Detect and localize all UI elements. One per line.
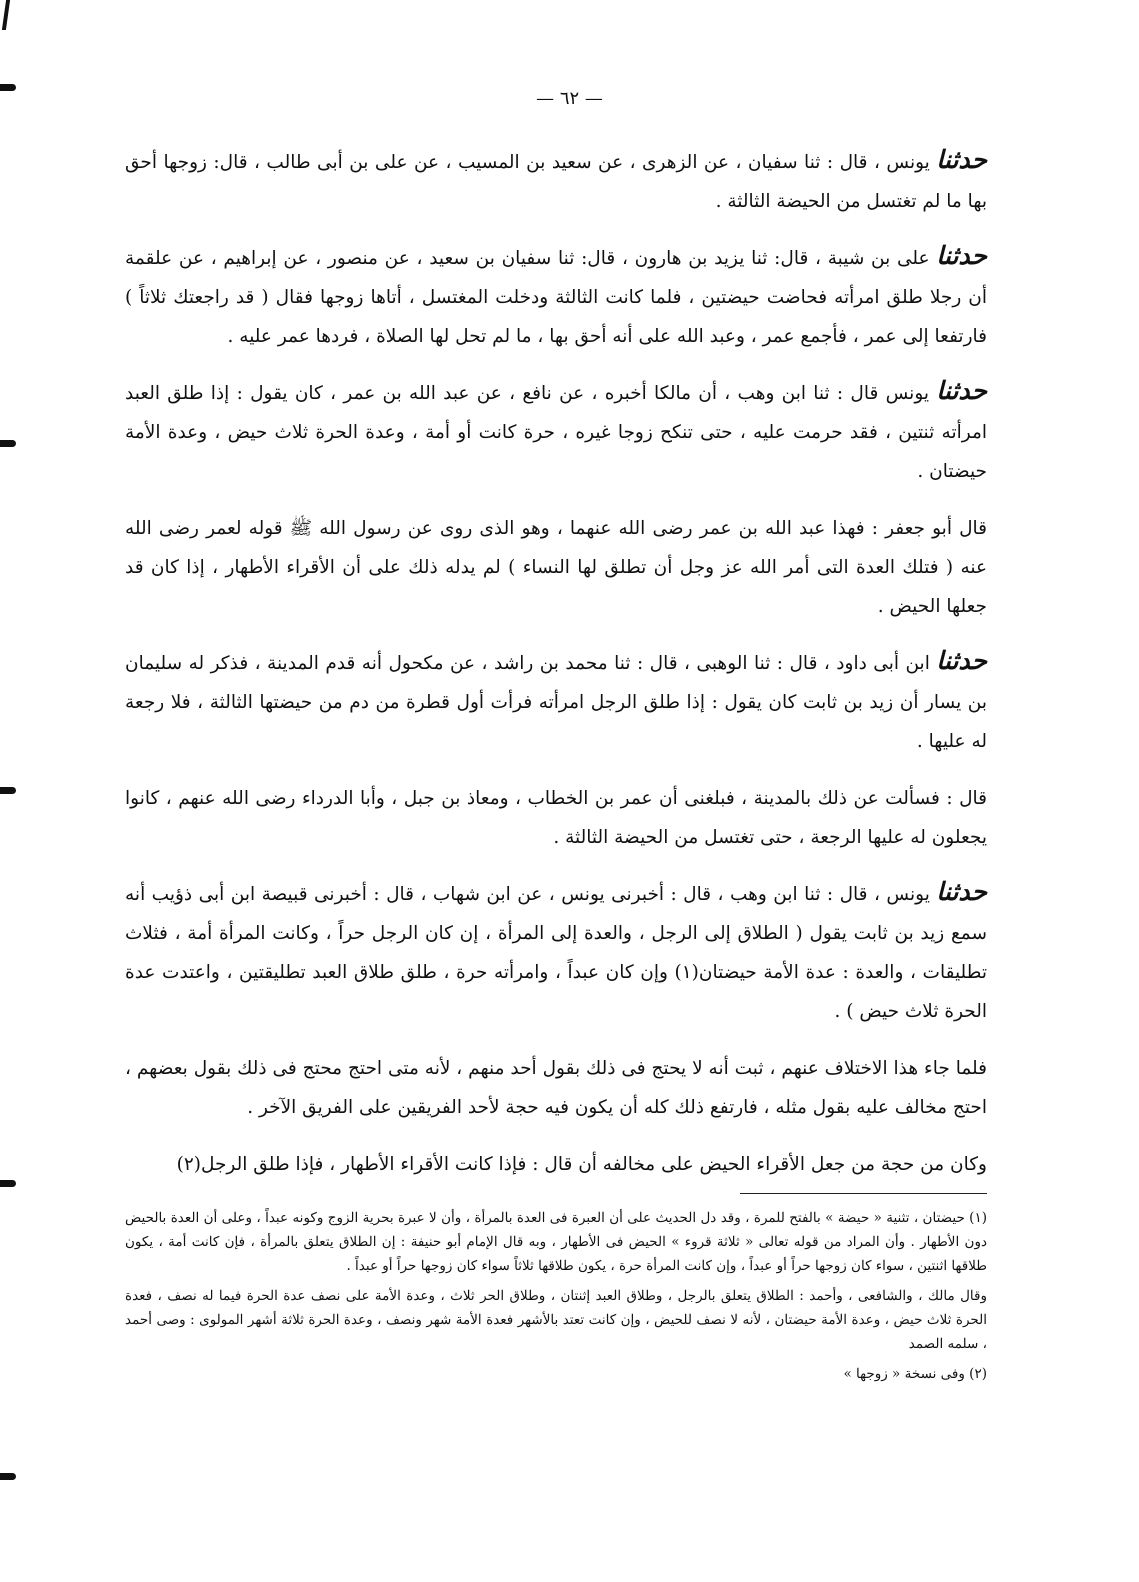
main-text <box>125 140 987 1199</box>
paragraph-text: وكان من حجة من جعل الأقراء الحيض على مخالفه أن قال : فإذا كانت الأقراء الأطهار ، فإذا طلق الرجل(٢) <box>176 1154 987 1175</box>
paragraph <box>125 872 987 1031</box>
paragraph <box>125 1142 987 1184</box>
footnote: (١) حيضتان ، تثنية « حيضة » بالفتح للمرة ، وقد دل الحديث على أن العبرة فى العدة بالمرأة ، وأن لا عبرة بحرية الزوج وكونه عبداً ، وعلى أن العدة بالحيض دون الأطهار . وأن المراد من قوله تعالى « ثلاثة قروء » الحيض فى الأطهار ، وبه قال الإمام أبو حنيفة : إن الطلاق يتعلق بالمرأة ، فإن كانت أمة ، يكون طلاقها اثنتين ، سواء كان زوجها حراً أو عبداً ، وإن كانت المرأة حرة ، يكون طلاقها ثلاثاً سواء كان زوجها حراً أو عبداً . <box>125 1210 987 1274</box>
paragraph-text: على بن شيبة ، قال: ثنا يزيد بن هارون ، قال: ثنا سفيان بن سعيد ، عن منصور ، عن إبراهيم ، عن علقمة أن رجلا طلق امرأته فحاضت حيضتين ، فلما كانت الثالثة ودخلت المغتسل ، أتاها زوجها فقال ( قد راجعتك ثلاثاً ) فارتفعا إلى عمر ، فأجمع عمر ، وعبد الله على أنه أحق بها ، ما لم تحل لها الصلاة ، فردها عمر عليه . <box>125 248 987 347</box>
scan-edge-mark <box>0 1180 16 1187</box>
hadith-lead-word: حدثنا <box>936 877 987 906</box>
paragraph-text: ابن أبى داود ، قال : ثنا الوهبى ، قال : ثنا محمد بن راشد ، عن مكحول أنه قدم المدينة ، فذكر له سليمان بن يسار أن زيد بن ثابت كان يقول : إذا طلق الرجل امرأته فرأت أول قطرة من دم من حيضتها الثالثة ، فلا رجعة له عليها . <box>125 653 987 752</box>
paragraph <box>125 1046 987 1127</box>
paragraph-text: قال : فسألت عن ذلك بالمدينة ، فبلغنى أن عمر بن الخطاب ، ومعاذ بن جبل ، وأبا الدرداء رضى الله عنهم ، كانوا يجعلون له عليها الرجعة ، حتى تغتسل من الحيضة الثالثة . <box>125 788 987 848</box>
scan-edge-mark <box>0 440 16 447</box>
scan-edge-mark <box>0 1473 16 1480</box>
paragraph <box>125 140 987 221</box>
hadith-lead-word: حدثنا <box>936 145 987 174</box>
scan-edge-mark <box>0 787 16 794</box>
paragraph <box>125 371 987 491</box>
footnote: (٢) وفى نسخة « زوجها » <box>843 1366 987 1382</box>
scan-edge-mark <box>2 0 10 30</box>
footnote: وقال مالك ، والشافعى ، وأحمد : الطلاق يتعلق بالرجل ، وطلاق العبد إثنتان ، وطلاق الحر ثلاث ، وعدة الأمة على نصف عدة الحرة فيما له نصف ، فعدة الحرة ثلاث حيض ، وعدة الأمة حيضتان ، لأنه لا نصف للحيض ، وإن كانت تعتد بالأشهر فعدة الأمة شهر ونصف ، وعدة الحرة ثلاثة أشهر المولوى : وصى أحمد ، سلمه الصمد <box>125 1288 987 1352</box>
paragraph-text: يونس قال : ثنا ابن وهب ، أن مالكا أخبره ، عن نافع ، عن عبد الله بن عمر ، كان يقول : إذا طلق العبد امرأته ثنتين ، فقد حرمت عليه ، حتى تنكح زوجا غيره ، حرة كانت أو أمة ، وعدة الحرة ثلاث حيض ، وعدة الأمة حيضتان . <box>125 383 987 482</box>
paragraph <box>125 776 987 857</box>
hadith-lead-word: حدثنا <box>936 376 987 405</box>
paragraph-text: فلما جاء هذا الاختلاف عنهم ، ثبت أنه لا يحتج فى ذلك بقول أحد منهم ، لأنه متى احتج محتج فى ذلك بقول بعضهم ، احتج مخالف عليه بقول مثله ، فارتفع ذلك كله أن يكون فيه حجة لأحد الفريقين على الفريق الآخر . <box>125 1058 987 1118</box>
paragraph <box>125 236 987 356</box>
paragraph <box>125 506 987 626</box>
page-number: — ٦٢ — <box>536 88 603 109</box>
footnotes <box>125 1206 987 1392</box>
paragraph-text: قال أبو جعفر : فهذا عبد الله بن عمر رضى الله عنهما ، وهو الذى روى عن رسول الله ﷺ قوله لعمر رضى الله عنه ( فتلك العدة التى أمر الله عز وجل أن تطلق لها النساء ) لم يدله ذلك على أن الأقراء الأطهار ، إذا كان قد جعلها الحيض . <box>125 518 987 617</box>
footnote-divider <box>740 1193 987 1194</box>
hadith-lead-word: حدثنا <box>936 241 987 270</box>
hadith-lead-word: حدثنا <box>936 646 987 675</box>
paragraph-text: يونس ، قال : ثنا ابن وهب ، قال : أخبرنى يونس ، عن ابن شهاب ، قال : أخبرنى قبيصة ابن أبى ذؤيب أنه سمع زيد بن ثابت يقول ( الطلاق إلى الرجل ، والعدة إلى المرأة ، إن كان الرجل حراً ، وكانت المرأة أمة ، فثلاث تطليقات ، والعدة : عدة الأمة حيضتان(١) وإن كان عبداً ، وامرأته حرة ، طلق طلاق العبد تطليقتين ، واعتدت عدة الحرة ثلاث حيض ) . <box>125 884 987 1022</box>
paragraph-text: يونس ، قال : ثنا سفيان ، عن الزهرى ، عن سعيد بن المسيب ، عن على بن أبى طالب ، قال: زوجها أحق بها ما لم تغتسل من الحيضة الثالثة . <box>125 152 987 212</box>
paragraph <box>125 641 987 761</box>
